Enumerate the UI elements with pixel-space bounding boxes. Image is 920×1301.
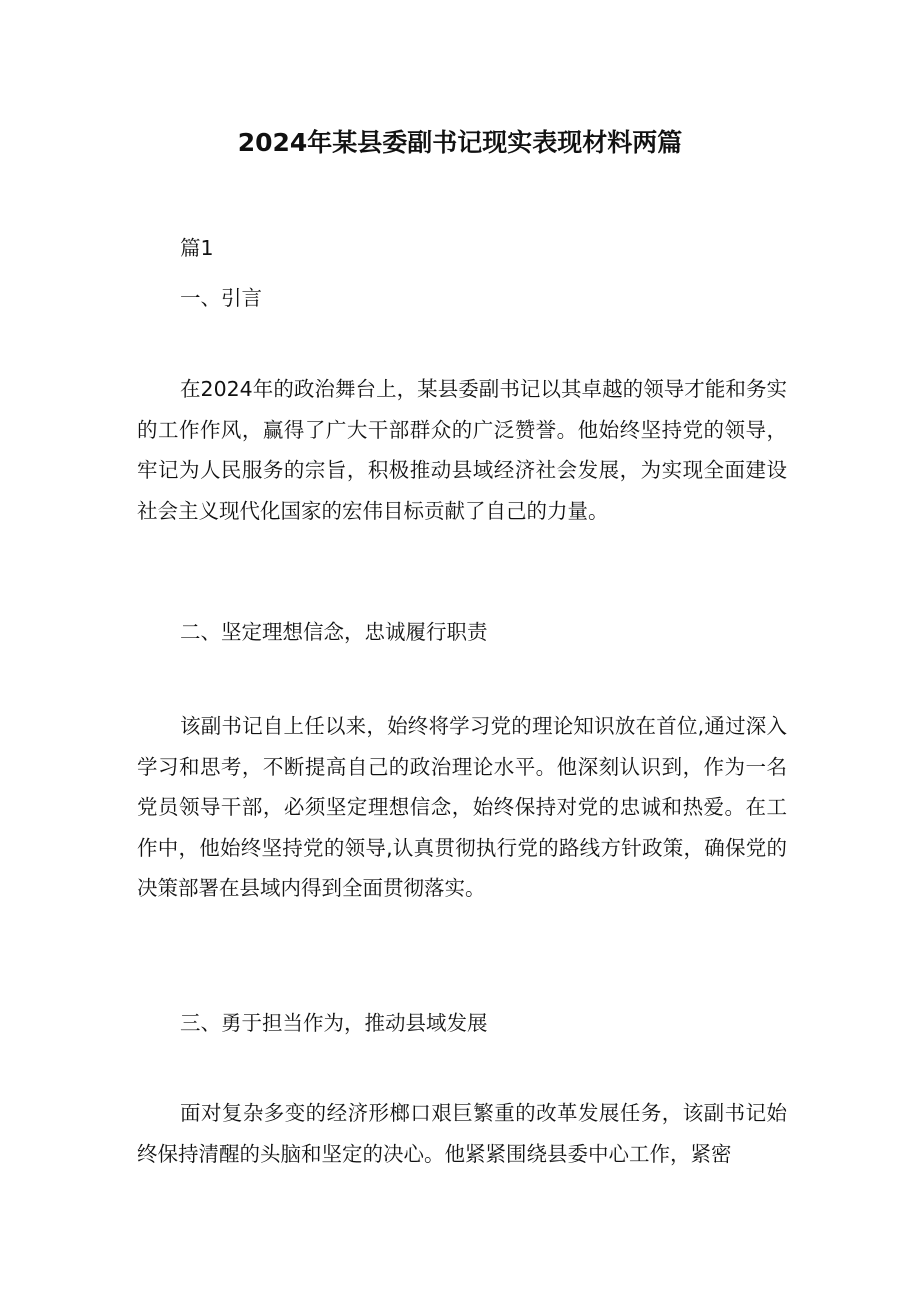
- section-heading-2: 二、坚定理想信念，忠诚履行职责: [180, 620, 488, 644]
- section-heading-3: 三、勇于担当作为，推动县域发展: [180, 1011, 488, 1035]
- section-heading-1: 一、引言: [180, 286, 262, 310]
- section-paragraph-2: 该副书记自上任以来，始终将学习党的理论知识放在首位,通过深入学习和思考，不断提高自己的政治理论水平。他深刻认识到，作为一名党员领导干部，必须坚定理想信念，始终保持对党的忠诚和热爱。在工作中，他始终坚持党的领导,认真贯彻执行党的路线方针政策，确保党的决策部署在县域内得到全面贯彻落实。: [137, 714, 787, 900]
- document-title: 2024年某县委副书记现实表现材料两篇: [237, 128, 683, 157]
- section-paragraph-3: 面对复杂多变的经济形榔口艰巨繁重的改革发展任务，该副书记始终保持清醒的头脑和坚定的决心。他紧紧围绕县委中心工作，紧密: [137, 1101, 787, 1166]
- part-label: 篇1: [180, 236, 214, 260]
- section-paragraph-1: 在2024年的政治舞台上，某县委副书记以其卓越的领导才能和务实的工作作风，赢得了广大干部群众的广泛赞誉。他始终坚持党的领导，牢记为人民服务的宗旨，积极推动县域经济社会发展，为实现全面建设社会主义现代化国家的宏伟目标贡献了自己的力量。: [137, 377, 787, 523]
